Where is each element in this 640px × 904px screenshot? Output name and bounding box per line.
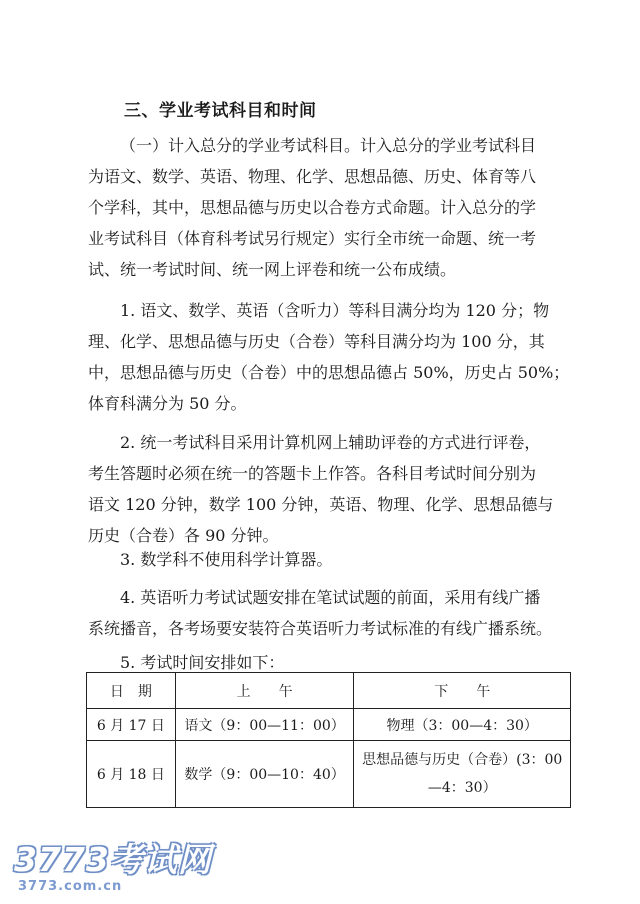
paragraph-line: 5. 考试时间安排如下： [120, 653, 285, 672]
cell-date: 6 月 18 日 [87, 741, 176, 808]
paragraph-line: 4. 英语听力考试试题安排在笔试试题的前面，采用有线广播 [120, 588, 541, 607]
header-afternoon: 下 午 [354, 673, 571, 709]
cell-afternoon-line: —4：30） [427, 780, 497, 796]
watermark-logo: 3773考试网 [14, 840, 212, 879]
cell-date: 6 月 17 日 [87, 709, 176, 741]
header-morning: 上 午 [175, 673, 354, 709]
section-heading: 三、学业考试科目和时间 [124, 101, 317, 121]
paragraph-line: 试、统一考试时间、统一网上评卷和统一公布成绩。 [88, 260, 457, 279]
paragraph-line: 为语文、数学、英语、物理、化学、思想品德、历史、体育等八 [88, 167, 537, 186]
paragraph-line: 历史（合卷）各 90 分钟。 [88, 526, 279, 545]
cell-afternoon-line: 思想品德与历史（合卷）(3：00 [362, 752, 563, 768]
paragraph-line: 中，思想品德与历史（合卷）中的思想品德占 50%，历史占 50%； [88, 363, 570, 382]
paragraph-line: 理、化学、思想品德与历史（合卷）等科目满分均为 100 分，其 [88, 332, 545, 351]
table-row [87, 709, 571, 741]
cell-afternoon: 物理（3：00—4：30） [354, 709, 571, 741]
exam-schedule-table [86, 672, 571, 808]
table-row [87, 741, 571, 808]
paragraph-line: 2. 统一考试科目采用计算机网上辅助评卷的方式进行评卷， [120, 433, 541, 452]
paragraph-line: 考生答题时必须在统一的答题卡上作答。各科目考试时间分别为 [88, 464, 537, 483]
paragraph-line: 1. 语文、数学、英语（含听力）等科目满分均为 120 分；物 [120, 301, 550, 320]
paragraph-online-marking [88, 427, 572, 551]
table-header-row [87, 673, 571, 709]
paragraph-line: 3. 数学科不使用科学计算器。 [120, 550, 333, 569]
paragraph-full-marks [88, 295, 572, 419]
cell-morning: 数学（9：00—10：40） [175, 741, 354, 808]
cell-afternoon [354, 741, 571, 808]
paragraph-line: （一）计入总分的学业考试科目。计入总分的学业考试科目 [120, 136, 537, 155]
site-watermark [14, 834, 212, 894]
paragraph-line: 体育科满分为 50 分。 [88, 394, 247, 413]
cell-morning: 语文（9：00—11：00） [175, 709, 354, 741]
paragraph-scored-subjects [88, 130, 572, 285]
paragraph-calculator-rule [88, 544, 572, 575]
paragraph-line: 业考试科目（体育科考试另行规定）实行全市统一命题、统一考 [88, 229, 537, 248]
paragraph-listening-exam [88, 582, 572, 644]
watermark-url: 3773.com.cn [18, 879, 123, 894]
paragraph-line: 系统播音，各考场要安装符合英语听力考试标准的有线广播系统。 [88, 619, 553, 638]
header-date: 日 期 [87, 673, 176, 709]
paragraph-line: 个学科，其中，思想品德与历史以合卷方式命题。计入总分的学 [88, 198, 537, 217]
paragraph-line: 语文 120 分钟，数学 100 分钟，英语、物理、化学、思想品德与 [88, 495, 554, 514]
